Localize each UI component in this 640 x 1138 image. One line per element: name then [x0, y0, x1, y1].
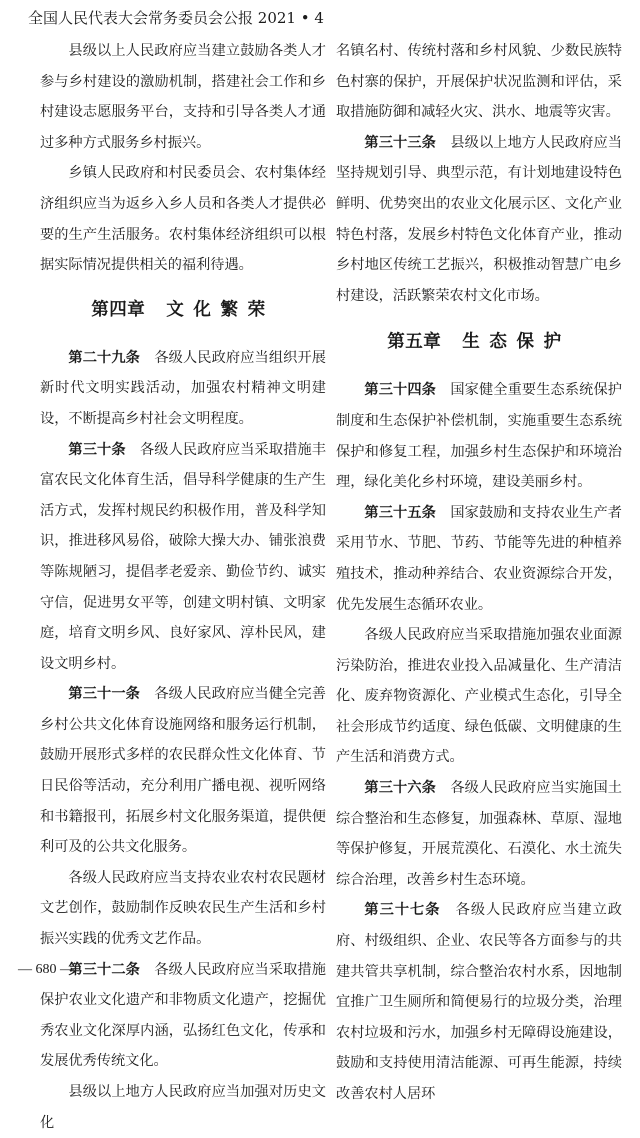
paragraph: 各级人民政府应当支持农业农村农民题材文艺创作，鼓励制作反映农民生产生活和乡村振兴实践的优秀文艺作品。: [40, 869, 326, 948]
article-text: 各级人民政府应当采取措施保护农业文化遗产和非物质文化遗产，挖掘优秀农业文化深厚内涵，弘扬红色文化，传承和发展优秀传统文化。: [40, 961, 326, 1070]
paragraph: 乡镇人民政府和村民委员会、农村集体经济组织应当为返乡入乡人员和各类人才提供必要的生产生活服务。农村集体经济组织可以根据实际情况提供相关的福利待遇。: [40, 165, 326, 274]
page-number: — 680 —: [18, 962, 74, 977]
chapter-number: 第五章: [387, 332, 442, 353]
article-label: 第二十九条: [68, 349, 140, 366]
right-column: [336, 36, 622, 1102]
article-label: 第三十四条: [364, 382, 436, 399]
article-label: 第三十六条: [364, 780, 436, 797]
article-label: 第三十三条: [364, 134, 436, 151]
paragraph: 县级以上人民政府应当建立鼓励各类人才参与乡村建设的激励机制，搭建社会工作和乡村建设志愿服务平台，支持和引导各类人才通过多种方式服务乡村振兴。: [40, 43, 326, 151]
chapter-title: 生态保护: [462, 332, 571, 353]
paragraph: 县级以上地方人民政府应当加强对历史文化: [40, 1084, 326, 1131]
article-text: 各级人民政府应当组织开展新时代文明实践活动，加强农村精神文明建设，不断提高乡村社会文明程度。: [40, 349, 326, 427]
article-37: [336, 895, 622, 1109]
article-text: 国家鼓励和支持农业生产者采用节水、节肥、节药、节能等先进的种植养殖技术，推动种养结合、农业资源综合开发，优先发展生态循环农业。: [336, 504, 622, 613]
article-label: 第三十二条: [68, 961, 140, 978]
paragraph: 各级人民政府应当采取措施加强农业面源污染防治，推进农业投入品减量化、生产清洁化、废弃物资源化、产业模式生态化，引导全社会形成节约适度、绿色低碳、文明健康的生产生活和消费方式。: [336, 627, 622, 766]
bulletin-header: 全国人民代表大会常务委员会公报 2021 • 4: [28, 9, 324, 27]
article-33: [336, 128, 622, 312]
chapter-4-heading: [40, 295, 326, 325]
paragraph-continued: 名镇名村、传统村落和乡村风貌、少数民族特色村寨的保护，开展保护状况监测和评估，采取措施防御和减轻火灾、洪水、地震等灾害。: [336, 43, 622, 121]
article-31: [40, 679, 326, 863]
article-35: [336, 498, 622, 620]
article-label: 第三十一条: [68, 686, 140, 703]
chapter-number: 第四章: [91, 299, 146, 320]
article-text: 国家健全重要生态系统保护制度和生态保护补偿机制，实施重要生态系统保护和修复工程，加强乡村生态保护和环境治理，绿化美化乡村环境，建设美丽乡村。: [336, 382, 622, 491]
article-text: 各级人民政府应当健全完善乡村公共文化体育设施网络和服务运行机制，鼓励开展形式多样的农民群众性文化体育、节日民俗等活动，充分利用广播电视、视听网络和书籍报刊，拓展乡村文化服务渠道，提供便利可及的公共文化服务。: [40, 686, 326, 856]
article-text: 各级人民政府应当实施国土综合整治和生态修复，加强森林、草原、湿地等保护修复，开展荒漠化、石漠化、水土流失综合治理，改善乡村生态环境。: [336, 780, 622, 888]
chapter-title: 文化繁荣: [166, 299, 275, 320]
article-label: 第三十五条: [364, 504, 436, 521]
article-text: 各级人民政府应当建立政府、村级组织、企业、农民等各方面参与的共建共管共享机制，综合整治农村水系，因地制宜推广卫生厕所和简便易行的垃圾分类，治理农村垃圾和污水，加强乡村无障碍设施建设，鼓励和支持使用清洁能源、可再生能源，持续改善农村人居环: [336, 902, 622, 1102]
article-36: [336, 773, 622, 895]
article-34: [336, 375, 622, 497]
article-label: 第三十七条: [364, 902, 441, 919]
article-30: [40, 435, 326, 680]
article-text: 县级以上地方人民政府应当坚持规划引导、典型示范，有计划地建设特色鲜明、优势突出的农业文化展示区、文化产业特色村落，发展乡村特色文化体育产业，推动乡村地区传统工艺振兴，积极推动智慧广电乡村建设，活跃繁荣农村文化市场。: [336, 134, 622, 304]
article-label: 第三十条: [68, 441, 126, 458]
chapter-5-heading: [336, 327, 622, 357]
article-text: 各级人民政府应当采取措施丰富农民文化体育生活，倡导科学健康的生产生活方式，发挥村规民约积极作用，普及科学知识，推进移风易俗，破除大操大办、铺张浪费等陈规陋习，提倡孝老爱亲、勤俭节约、诚实守信，促进男女平等，创建文明村镇、文明家庭，培育文明乡风、良好家风、淳朴民风，建设文明乡村。: [40, 441, 326, 672]
article-29: [40, 343, 326, 435]
